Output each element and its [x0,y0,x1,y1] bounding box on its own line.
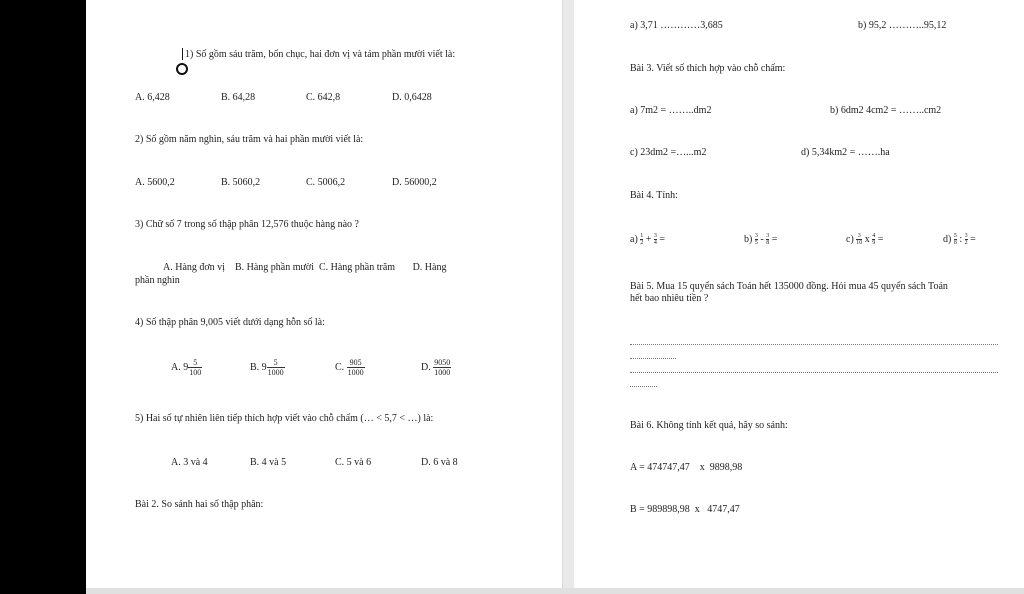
text-cursor [182,48,183,60]
bai2-compare-a: a) 3,71 …………3,685 [630,20,723,31]
answer-line-1 [630,344,998,345]
bai4-a-f2-den: 4 [653,240,657,246]
q1-option-c: C. 642,8 [306,92,341,103]
bottom-scroll-strip [86,588,1024,594]
q3-options-line2: phần nghìn [135,275,180,286]
q4-option-a-num: 5 [193,358,198,367]
bai4-a [630,233,665,246]
bai4-b-label: b) [744,233,753,245]
bai4-d-eq: = [970,233,976,245]
bai4-a-eq: = [659,233,666,245]
q4-option-b-den: 1000 [267,368,284,377]
bai4-b-f1-num: 3 [754,233,758,239]
bai4-c-f2-den: 9 [872,240,876,246]
bai4-b-f1-den: 5 [754,240,758,246]
bai4-d [943,233,976,246]
q4-option-d-num: 9050 [434,358,451,367]
bai3-d: d) 5,34km2 = …….ha [801,147,890,158]
q2-option-c: C. 5006,2 [306,177,346,188]
bai4-c-label: c) [846,233,854,245]
q1-option-a: A. 6,428 [135,92,170,103]
bai4-a-f1-den: 2 [640,240,644,246]
answer-line-2 [630,358,676,359]
bai4-b-f2-num: 3 [766,233,770,239]
q4-option-a [171,358,202,377]
bai6-b: B = 989898,98 x 4747,47 [630,504,740,515]
q4-option-c [335,358,365,377]
bai4-b-f2-den: 8 [766,240,770,246]
bai4-d-f1-num: 5 [953,233,957,239]
q4-option-b-label: B. [250,361,260,373]
bai5-line1: Bài 5. Mua 15 quyển sách Toán hết 135000 đồng. Hỏi mua 45 quyển sách Toán [630,281,948,292]
q4-option-d-label: D. [421,361,431,373]
bai4-title: Bài 4. Tính: [630,190,678,201]
q4-option-c-label: C. [335,361,345,373]
q1-option-b: B. 64,28 [221,92,256,103]
q3-question: 3) Chữ số 7 trong số thập phân 12,576 thuộc hàng nào ? [135,219,359,230]
q4-option-b-num: 5 [273,358,278,367]
q5-option-d: D. 6 và 8 [421,457,458,468]
q4-option-a-label: A. [171,361,181,373]
bai6-title: Bài 6. Không tính kết quả, hãy so sánh: [630,420,788,431]
q4-option-d [421,358,451,377]
q5-question: 5) Hai số tự nhiên liên tiếp thích hợp viết vào chỗ chấm (… < 5,7 < …) là: [135,413,434,424]
bai4-b-op: - [760,233,764,245]
q1-question: 1) Số gồm sáu trăm, bốn chục, hai đơn vị và tám phần mười viết là: [185,49,456,60]
bai4-a-label: a) [630,233,638,245]
bai4-d-f1-den: 8 [953,240,957,246]
q4-option-a-den: 100 [189,368,202,377]
bai4-c-eq: = [877,233,884,245]
bai4-d-op: : [959,233,963,245]
q2-option-a: A. 5600,2 [135,177,175,188]
bai5-line2: hết bao nhiêu tiền ? [630,293,709,304]
q4-option-c-num: 905 [349,358,362,367]
bai4-d-f2-num: 3 [964,233,968,239]
bai4-b-eq: = [771,233,778,245]
q5-option-a: A. 3 và 4 [171,457,208,468]
bai2-compare-b: b) 95,2 ………..95,12 [858,20,947,31]
bai3-c: c) 23dm2 =…...m2 [630,147,707,158]
q4-option-d-den: 1000 [434,368,451,377]
q5-option-b: B. 4 và 5 [250,457,287,468]
bai4-c-f2-num: 4 [872,233,876,239]
bai4-d-label: d) [943,233,952,245]
answer-line-3 [630,372,998,373]
bai4-d-f2-den: 2 [964,240,968,246]
q4-option-b-whole: 9 [261,361,267,373]
q2-option-d: D. 56000,2 [392,177,437,188]
bai4-c-f1-den: 10 [856,240,863,246]
q4-option-a-whole: 9 [183,361,189,373]
q4-option-c-den: 1000 [347,368,364,377]
q4-option-b [250,358,285,377]
bai4-c-f1-num: 3 [857,233,861,239]
q3-options-line1: A. Hàng đơn vị B. Hàng phần mười C. Hàng phần trăm D. Hàng [163,262,447,273]
q2-option-b: B. 5060,2 [221,177,261,188]
bai3-b: b) 6dm2 4cm2 = ……..cm2 [830,105,942,116]
bai4-b [744,233,777,246]
q4-question: 4) Số thập phân 9,005 viết dưới dạng hỗn số là: [135,317,325,328]
bai4-c-op: x [864,233,870,245]
left-black-margin [0,0,86,594]
q2-question: 2) Số gồm năm nghìn, sáu trăm và hai phần mười viết là: [135,134,364,145]
bai6-a: A = 474747,47 x 9898,98 [630,462,743,473]
q1-option-d: D. 0,6428 [392,92,432,103]
q5-option-c: C. 5 và 6 [335,457,372,468]
bai4-a-f2-num: 3 [653,233,657,239]
answer-line-4 [630,386,657,387]
bai4-a-f1-num: 1 [640,233,644,239]
bai3-title: Bài 3. Viết số thích hợp vào chỗ chấm: [630,63,786,74]
bai4-c [846,233,883,246]
cursor-circle-icon [176,63,188,75]
bai4-a-op: + [645,233,652,245]
bai3-a: a) 7m2 = ……..dm2 [630,105,712,116]
bai2-title: Bài 2. So sánh hai số thập phân: [135,499,264,510]
